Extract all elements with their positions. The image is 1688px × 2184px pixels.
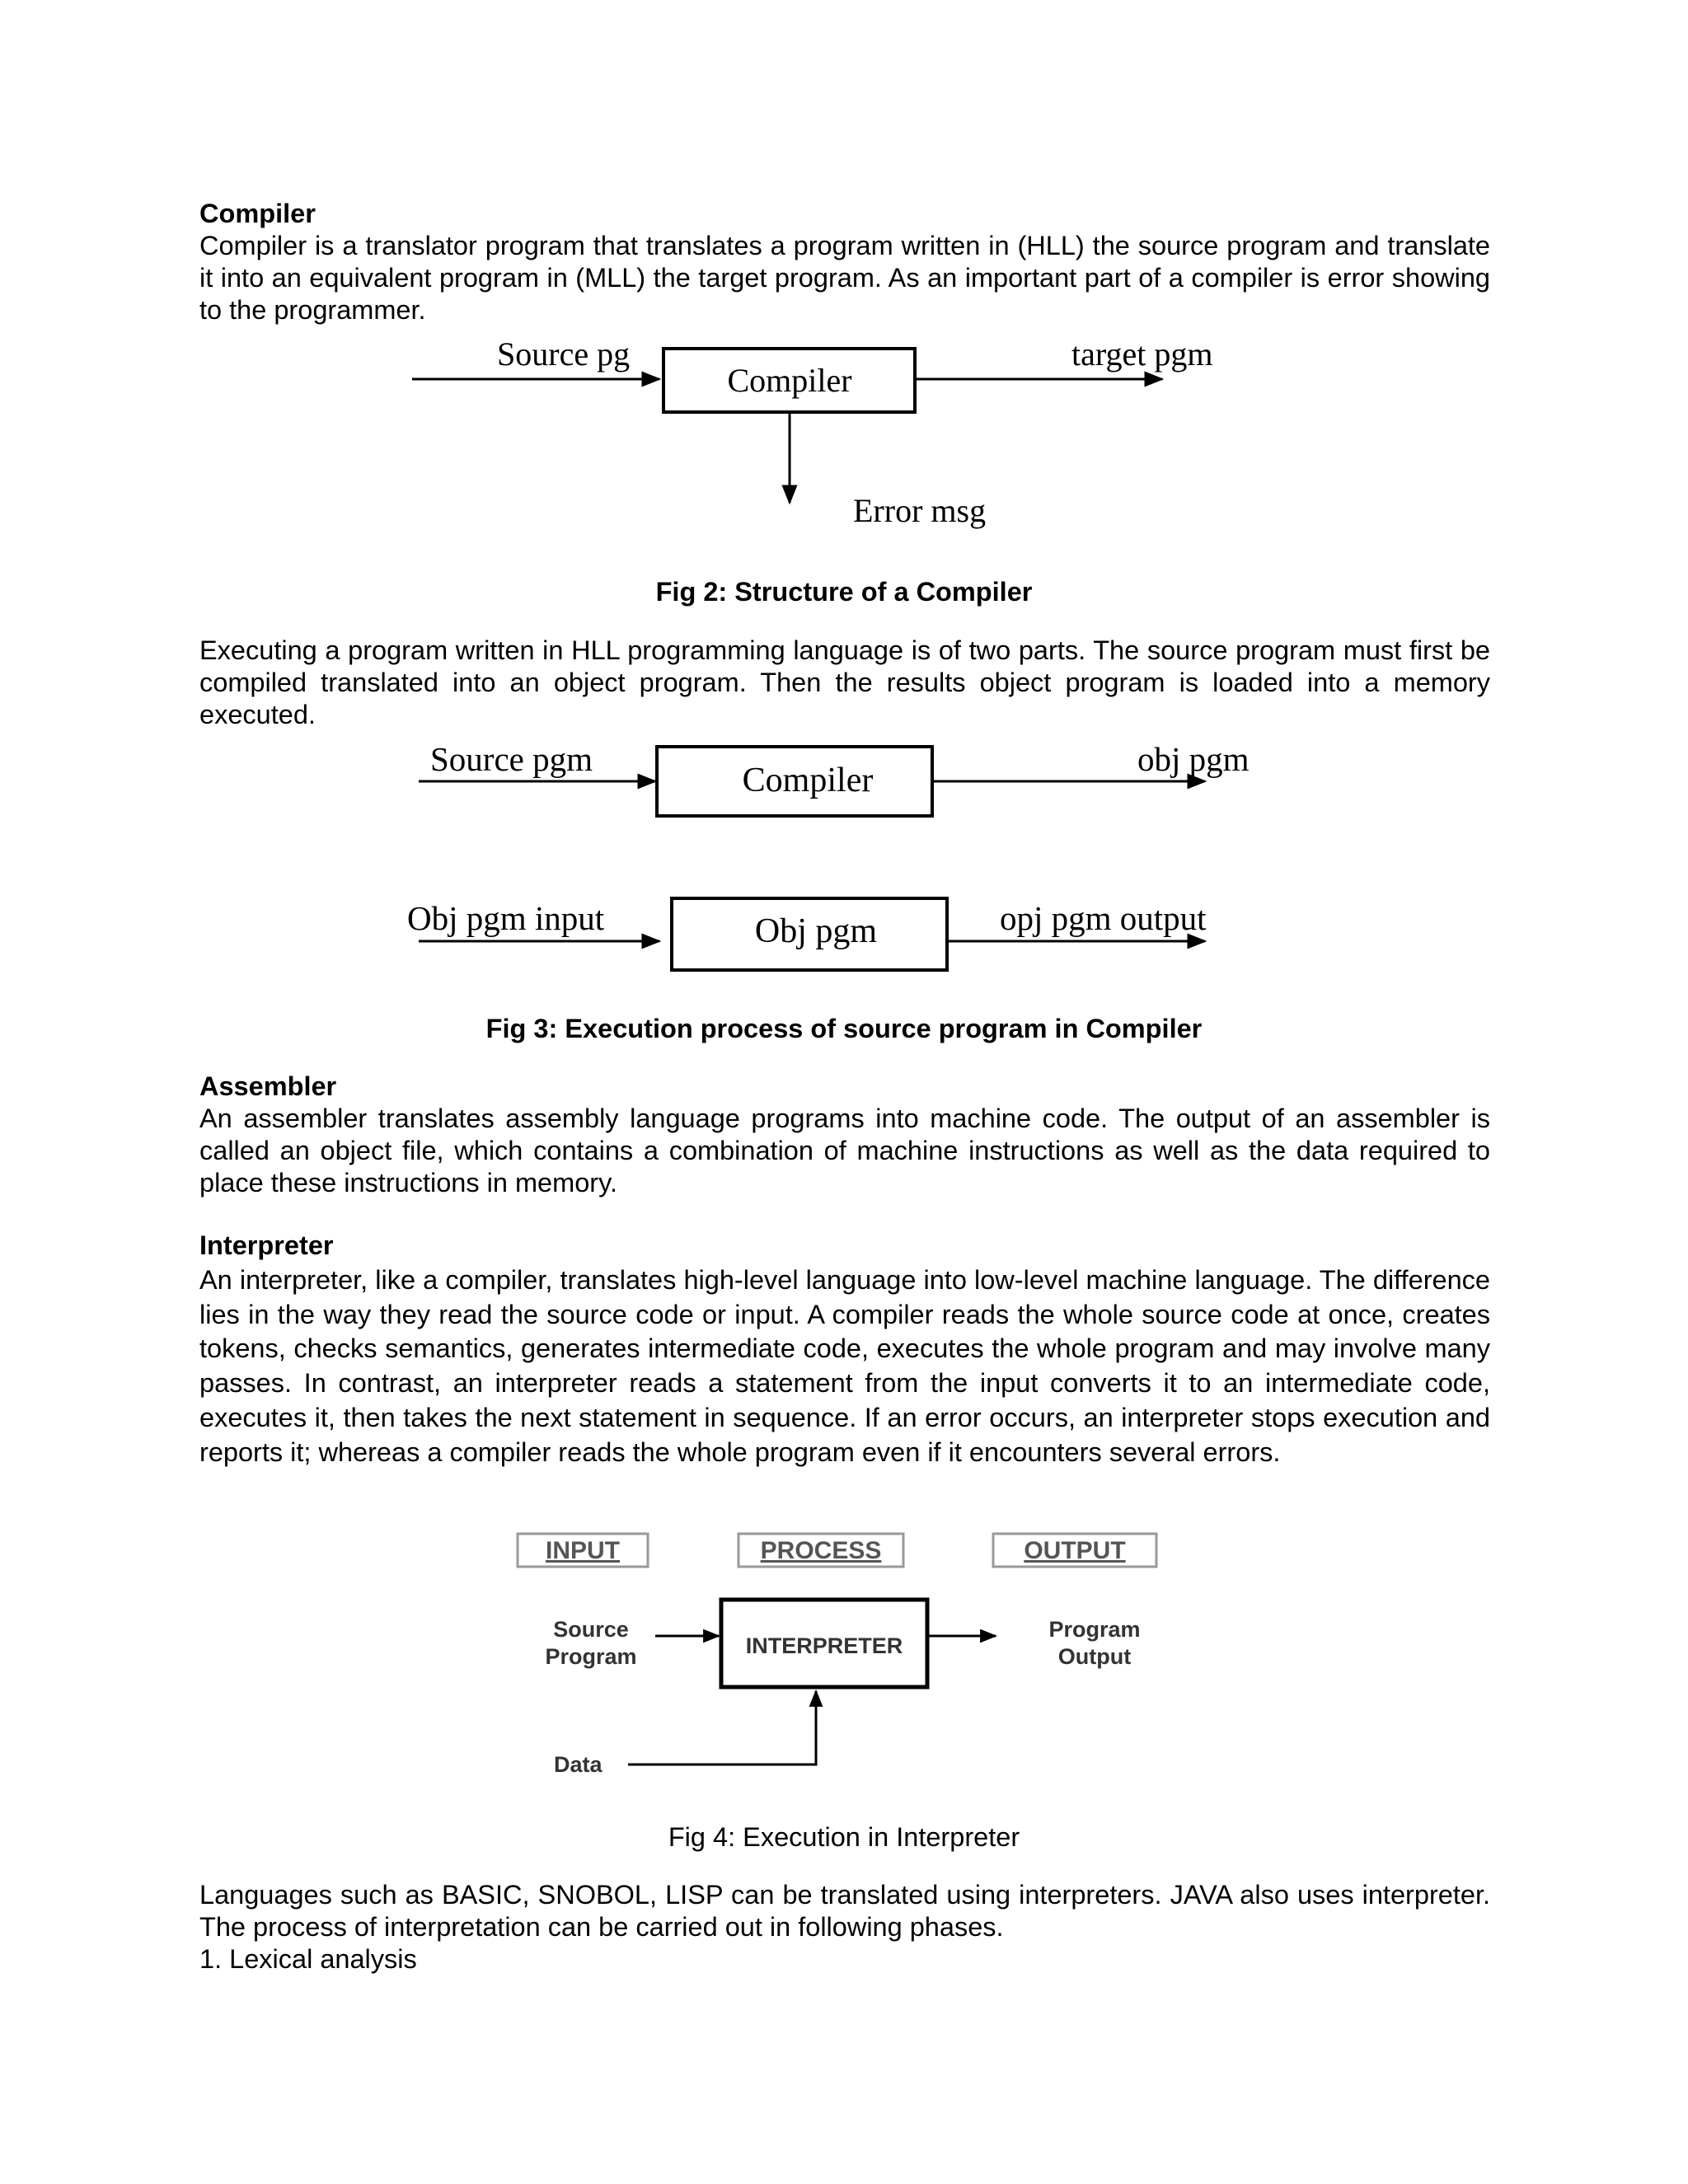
fig2-diagram xyxy=(0,330,1688,544)
interpreter-paragraph: An interpreter, like a compiler, translates high-level language into low-level machine language. The difference lies in the way they read the source code or input. A compiler reads the whole source code at once, creates tokens, checks semantics, generates intermediate code, executes the whole program and may involve many passes. In contrast, an interpreter reads a statement from the input converts it to an intermediate code, executes it, then takes the next statement in sequence. If an error occurs, an interpreter stops execution and reports it; whereas a compiler reads the whole program even if it encounters several errors. xyxy=(199,1264,1490,1467)
fig4-caption: Fig 4: Execution in Interpreter xyxy=(668,1822,1020,1852)
interpreter-heading: Interpreter xyxy=(199,1230,334,1260)
compiler-paragraph: Compiler is a translator program that translates a program written in (HLL) the source program and translate it into an equivalent program in (MLL) the target program. As an important part of a compiler is error showing to the programmer. xyxy=(199,231,1490,325)
fig4-data-label: Data xyxy=(554,1752,603,1777)
fig4-source-line2: Program xyxy=(545,1644,637,1669)
fig4-interpreter-label: INTERPRETER xyxy=(745,1633,903,1658)
compiler-heading: Compiler xyxy=(199,199,316,228)
interpreter-section xyxy=(199,1229,1490,1470)
assembler-paragraph: An assembler translates assembly language programs into machine code. The output of an assembler is called an object file, which contains a combination of machine instructions as well as the data required to place these instructions in memory. xyxy=(199,1104,1490,1197)
fig3-row2-output-label: opj pgm output xyxy=(1000,899,1207,937)
fig4-output-header: OUTPUT xyxy=(1024,1537,1126,1564)
fig4-output-line1: Program xyxy=(1048,1617,1141,1642)
fig2-caption: Fig 2: Structure of a Compiler xyxy=(655,577,1033,607)
fig3-compiler-label: Compiler xyxy=(742,762,874,799)
execution-paragraph: Executing a program written in HLL programming language is of two parts. The source program must first be compiled translated into an object program. Then the results object program is loaded into a memory executed. xyxy=(199,635,1490,729)
assembler-heading: Assembler xyxy=(199,1071,337,1101)
fig2-box-label: Compiler xyxy=(727,362,852,399)
fig4-output-line2: Output xyxy=(1057,1644,1132,1669)
fig3-objpgm-label: Obj pgm xyxy=(754,912,878,950)
fig4-diagram xyxy=(0,1516,1688,1797)
fig2-error-label: Error msg xyxy=(853,492,987,529)
fig3-diagram xyxy=(0,733,1688,981)
list-item-lexical-analysis: 1. Lexical analysis xyxy=(199,1944,417,1974)
assembler-section xyxy=(199,1071,1490,1199)
fig3-row1-input-label: Source pgm xyxy=(430,740,593,778)
fig4-input-header: INPUT xyxy=(546,1537,620,1564)
fig3-row1-output-label: obj pgm xyxy=(1137,740,1250,778)
execution-section xyxy=(199,635,1490,731)
fig4-process-header: PROCESS xyxy=(760,1537,882,1564)
compiler-section xyxy=(199,198,1490,326)
fig3-row2-input-label: Obj pgm input xyxy=(407,899,605,937)
fig4-source-line1: Source xyxy=(553,1617,629,1642)
fig3-caption: Fig 3: Execution process of source program in Compiler xyxy=(485,1014,1203,1043)
languages-paragraph: Languages such as BASIC, SNOBOL, LISP can be translated using interpreters. JAVA also uses interpreter. The process of interpretation can be carried out in following phases. xyxy=(199,1880,1490,1942)
fig4-data-arrow xyxy=(628,1691,816,1765)
languages-section xyxy=(199,1879,1490,1975)
fig2-input-label: Source pg xyxy=(497,335,631,373)
fig2-output-label: target pgm xyxy=(1071,335,1213,373)
